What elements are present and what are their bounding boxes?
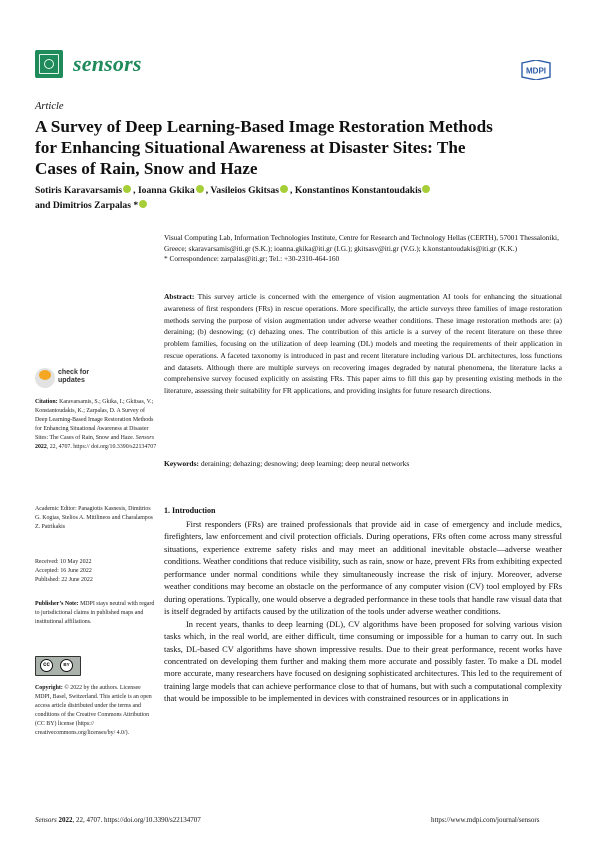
footer-doi: , 22, 4707. https://doi.org/10.3390/s22134707	[72, 816, 201, 824]
copyright-text: © 2022 by the authors. Licensee MDPI, Basel, Switzerland. This article is an open access article distributed under the terms and conditions of the Creative Commons Attribution (CC BY) license (https:// creativecommons.org/licenses/by/ 4.0/).	[35, 685, 152, 736]
affiliation	[164, 233, 562, 265]
author-name: Vasileios Gkitsas	[210, 185, 280, 196]
journal-logo	[35, 50, 63, 78]
orcid-icon[interactable]	[280, 185, 288, 193]
citation	[35, 398, 157, 452]
journal-name: sensors	[73, 51, 142, 76]
author-name: Ioanna Gkika	[137, 185, 195, 196]
mdpi-logo	[518, 60, 554, 80]
footer-citation	[35, 816, 201, 824]
section-heading: 1. Introduction	[164, 506, 216, 515]
affiliation-text: Visual Computing Lab, Information Technologies Institute, Centre for Research and Technology Hellas (CERTH), 57001 Thessaloniki, Greece; skaravarsamis@iti.gr (S.K.); ioanna.gkika@iti.gr (I.G.); gkitsasv@iti.gr (V.G.); k.konstantoudakis@iti.gr (K.K.)	[164, 233, 559, 253]
citation-rest: , 22, 4707. https:// doi.org/10.3390/s22134707	[46, 444, 157, 450]
footer-year: 2022	[58, 816, 73, 824]
by-icon: BY	[60, 659, 73, 672]
published-date: Published: 22 June 2022	[35, 577, 93, 583]
abstract	[164, 291, 562, 397]
citation-label: Citation:	[35, 399, 58, 405]
dates	[35, 558, 157, 585]
paper-title: A Survey of Deep Learning-Based Image Restoration Methods for Enhancing Situational Awareness at Disaster Sites: The Cases of Rain, Snow and Haze	[35, 117, 493, 178]
check-for-updates-button[interactable]	[35, 368, 125, 390]
check-updates-label: check for updates	[58, 369, 90, 384]
publisher-note	[35, 600, 157, 627]
footer-journal: Sensors	[35, 816, 57, 824]
check-updates-icon	[35, 368, 55, 388]
abstract-label: Abstract:	[164, 292, 195, 301]
author-name: Konstantinos Konstantoudakis	[294, 185, 422, 196]
publisher-note-label: Publisher’s Note:	[35, 601, 79, 607]
article-type: Article	[35, 101, 64, 112]
academic-editor: Academic Editor: Panagiotis Kasnesis, Dimitrios G. Kogias, Stelios A. Mitilineos and Charalampos Z. Patrikakis	[35, 506, 153, 530]
keywords-text: deraining; dehazing; desnowing; deep learning; deep neural networks	[200, 459, 410, 468]
author-name: Sotiris Karavarsamis	[35, 185, 123, 196]
orcid-icon[interactable]	[123, 185, 131, 193]
paragraph: In recent years, thanks to deep learning (DL), CV algorithms have been proposed for solving various vision tasks which, in the real world, are either difficult, time consuming or impossible for a human to carry out. In such tasks, DL-based CV algorithms have shown impressive results. Due to their great performance, recent works have concentrated on developing them further and making them more accurate and possibly faster. To make a DL model more accurate, many researchers have focused on designing sophisticated architectures. This led to the requirement of training large models that can achieve performance close to that of humans, but with such a computational complexity that would be impossible to be implemented in devices with constrained resources or in applications in	[164, 619, 562, 704]
copyright-label: Copyright:	[35, 685, 63, 691]
author-list: Sotiris Karavarsamis , Ioanna Gkika , Vasileios Gkitsas , Konstantinos Konstantoudakis and Dimitrios Zarpalas *	[35, 183, 555, 213]
author-name: and Dimitrios Zarpalas *	[35, 200, 139, 211]
cc-by-license-badge[interactable]	[35, 656, 81, 676]
publisher-name: MDPI	[526, 66, 546, 76]
accepted-date: Accepted: 16 June 2022	[35, 568, 92, 574]
introduction-body	[164, 519, 562, 706]
abstract-text: This survey article is concerned with the emergence of vision augmentation AI tools for enhancing the situational awareness of first responders (FRs) in rescue operations. More specifically, the article surveys three families of image restoration methods serving the purpose of vision augmentation under adverse weather conditions. These image restoration methods are: (a) deraining; (b) desnowing; (c) dehazing ones. The contribution of this article is a survey of the recent literature on these three problem families, focusing on the utilization of deep learning (DL) models and meeting the requirements of their application in rescue operations. A faceted taxonomy is introduced in past and recent literature including various DL architectures, loss functions and datasets. Although there are multiple surveys on recovering images degraded by natural phenomena, the literature lacks a comprehensive survey focused explicitly on assisting FRs. This paper aims to fill this gap by presenting existing methods in the literature, assessing their suitability for FR applications, and providing insights for future research directions.	[164, 292, 562, 395]
keywords-label: Keywords:	[164, 459, 199, 468]
orcid-icon[interactable]	[422, 185, 430, 193]
orcid-icon[interactable]	[196, 185, 204, 193]
publisher-note-text: MDPI stays neutral with regard to jurisdictional claims in published maps and institutional affiliations.	[35, 601, 155, 625]
copyright	[35, 684, 157, 738]
received-date: Received: 10 May 2022	[35, 559, 92, 565]
citation-text: Karavarsamis, S.; Gkika, I.; Gkitsas, V.; Konstantoudakis, K.; Zarpalas, D. A Survey of Deep Learning-Based Image Restoration Methods for Enhancing Situational Awareness at Disaster Sites: The Cases of Rain, Snow and Haze.	[35, 399, 154, 441]
orcid-icon[interactable]	[139, 200, 147, 208]
correspondence: * Correspondence: zarpalas@iti.gr; Tel.: +30-2310-464-160	[164, 254, 340, 264]
keywords	[164, 458, 562, 469]
citation-journal: Sensors	[135, 435, 155, 441]
footer-url[interactable]: https://www.mdpi.com/journal/sensors	[431, 816, 540, 824]
cc-icon: cc	[40, 659, 53, 672]
paragraph: First responders (FRs) are trained professionals that provide aid in case of emergency and include medics, firefighters, law enforcement and civil protection officials. During operations, FRs often come across many stressful situations, experience extreme safety risks and may meet an additional inevitable obstacle—adverse weather conditions. Weather conditions that reduce visibility, such as rain, snow or haze, prevent FRs from exhibiting expected performance under normal conditions while they simultaneously increase the risk of injury. Moreover, adverse weather conditions may become an obstacle on the performance of any computer vision (CV) tool employed by FRs during operations. Typically, one would observe a degraded performance in these tools that handle raw visual data that is itself degraded by artifacts caused by the utilization of the tools under adverse weather conditions.	[164, 520, 562, 617]
citation-year: 2022	[35, 444, 47, 450]
